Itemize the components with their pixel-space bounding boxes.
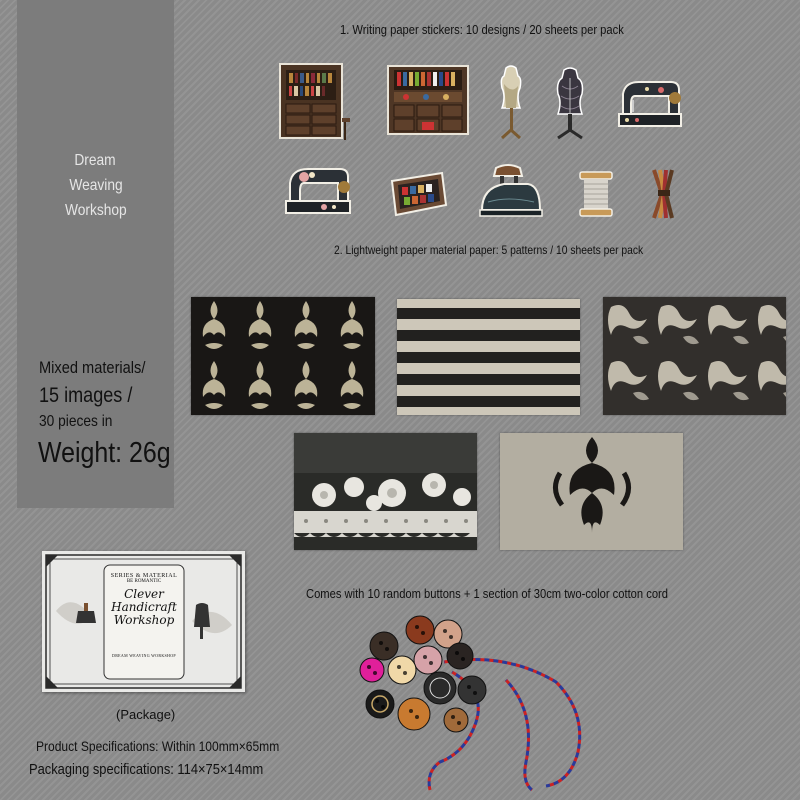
brand-name [17,148,174,223]
dress-form-icon [496,64,526,142]
brand-line-3: Workshop [64,202,127,219]
package-subseries: BE ROMANTIC [126,579,162,584]
brand-line-1: Dream [74,152,117,169]
package-title-1: Clever [124,587,164,601]
brand-line-2: Weaving [68,177,123,194]
product-spec-text: Product Specifications: Within 100mm×65mm [36,738,280,754]
accessories-heading: Comes with 10 random buttons + 1 section of 30cm two-color cotton cord [306,586,668,601]
iron-icon [478,162,544,220]
flower-lace-paper [294,433,477,550]
damask-paper-3 [500,433,683,550]
package-card [42,551,245,692]
buttons-and-cord [356,612,596,792]
weight-text: Weight: 26g [38,437,171,469]
thread-bundle-icon [650,168,678,220]
mix-materials-text: Mixed materials/ [39,358,146,377]
damask-paper-2 [603,297,786,415]
workbench-icon [386,62,474,140]
sewing-machine-2-icon [284,163,352,219]
sewing-box-icon [388,165,448,219]
cabinet-icon [276,62,354,146]
image-count-text: 15 images / [39,384,133,407]
packaging-spec-text: Packaging specifications: 114×75×14mm [29,761,264,778]
thread-spool-icon [578,170,614,218]
package-series: SERIES & MATERIAL [110,573,178,579]
package-footer: DREAM WEAVING WORKSHOP [112,653,176,658]
papers-heading: 2. Lightweight paper material paper: 5 patterns / 10 sheets per pack [334,243,644,257]
stripe-paper [397,299,580,415]
info-panel [17,0,174,508]
corset-form-icon [550,66,590,142]
package-title-3: Workshop [113,613,175,627]
piece-count-text: 30 pieces in [39,413,113,430]
sewing-machine-icon [617,76,683,132]
stickers-heading: 1. Writing paper stickers: 10 designs / 20 sheets per pack [340,22,624,37]
package-label: (Package) [116,707,176,722]
damask-paper-1 [191,297,375,415]
package-title-2: Handicraft [111,600,177,614]
